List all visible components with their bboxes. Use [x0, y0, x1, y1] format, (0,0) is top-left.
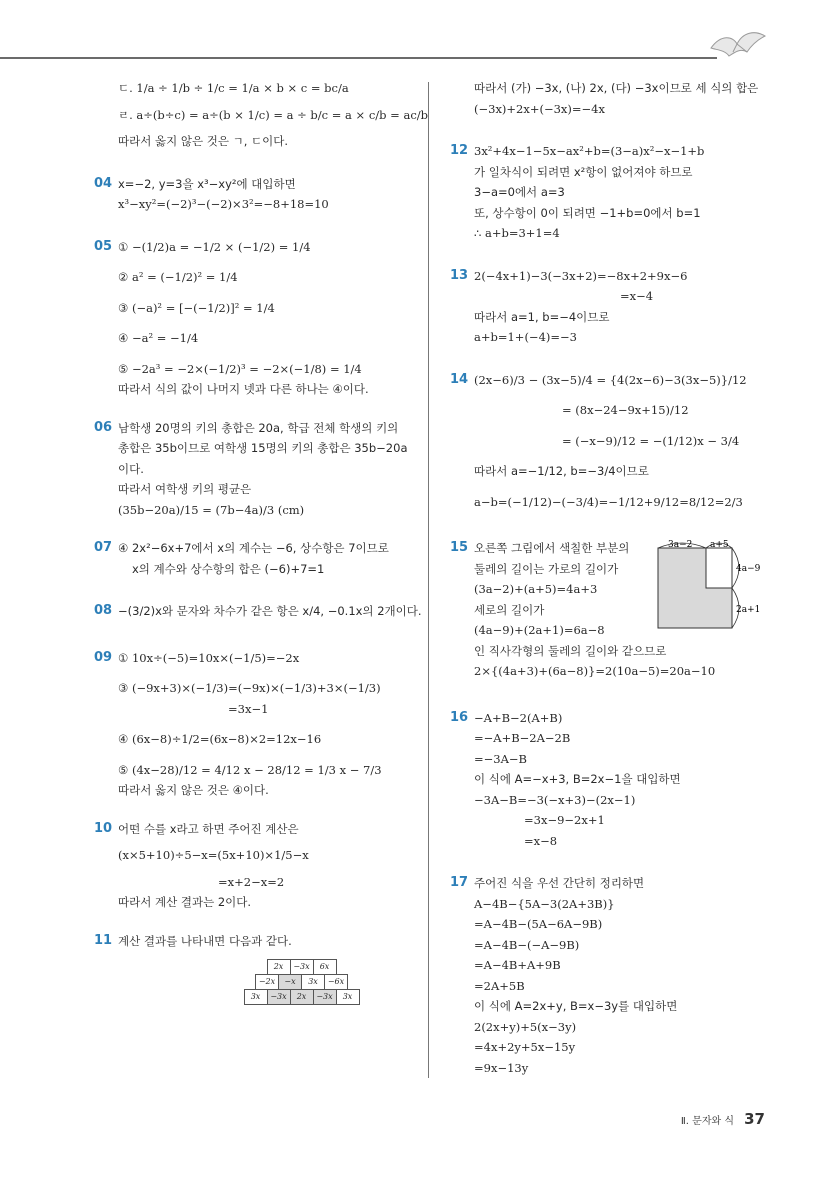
line: ⑤ (4x−28)/12 = 4/12 x − 28/12 = 1/3 x − 7/3	[118, 762, 382, 777]
problem-number: 12	[450, 143, 469, 158]
pyramid-cell: 2x	[267, 959, 291, 975]
line: 2(−4x+1)−3(−3x+2)=−8x+2+9x−6	[474, 268, 688, 283]
line: 2×{(4a+3)+(6a−8)}=2(10a−5)=20a−10	[474, 664, 716, 678]
line: A−4B−{5A−3(2A+3B)}	[474, 896, 615, 911]
line: ㄷ. 1/a ÷ 1/b ÷ 1/c = 1/a × b × c = bc/a	[118, 81, 349, 95]
line: =4x+2y+5x−15y	[474, 1040, 576, 1054]
pyramid-cell: 3x	[301, 974, 325, 990]
line: 이 식에 A=2x+y, B=x−3y를 대입하면	[474, 999, 678, 1013]
line: (3a−2)+(a+5)=4a+3	[474, 582, 598, 596]
line: 또, 상수항이 0이 되려면 −1+b=0에서 b=1	[474, 205, 701, 220]
problem-11	[94, 931, 416, 1005]
line: (−3x)+2x+(−3x)=−4x	[474, 101, 605, 116]
line: =9x−13y	[474, 1060, 529, 1075]
problem-12	[450, 141, 770, 244]
line: 어떤 수를 x라고 하면 주어진 계산은	[118, 821, 299, 836]
line: ∴ a+b=3+1=4	[474, 226, 560, 240]
line: 3−a=0에서 a=3	[474, 185, 565, 199]
line: ① −(1/2)a = −1/2 × (−1/2) = 1/4	[118, 239, 311, 254]
pyramid-cell: 3x	[244, 989, 268, 1005]
line: 2(2x+y)+5(x−3y)	[474, 1019, 577, 1034]
line: x의 계수와 상수항의 합은 (−6)+7=1	[132, 561, 325, 576]
pyramid-cell: −3x	[267, 989, 291, 1005]
line: =3x−9−2x+1	[524, 813, 605, 827]
line: ③ (−9x+3)×(−1/3)=(−9x)×(−1/3)+3×(−1/3)	[118, 681, 381, 695]
line: 오른쪽 그림에서 색칠한 부분의	[474, 541, 630, 555]
line: =2A+5B	[474, 978, 525, 993]
line: ④ 2x²−6x+7에서 x의 계수는 −6, 상수항은 7이므로	[118, 541, 389, 555]
pyramid-row	[188, 959, 416, 974]
line: (x×5+10)÷5−x=(5x+10)×1/5−x	[118, 848, 309, 862]
rectangle-perimeter-figure	[646, 538, 776, 638]
line: 인 직사각형의 둘레의 길이와 같으므로	[474, 643, 667, 658]
right-column	[450, 78, 770, 1078]
problem-number: 04	[94, 175, 113, 191]
label-top-right: a+5	[710, 540, 729, 550]
line: −A+B−2(A+B)	[474, 710, 563, 725]
problem-03-continued	[94, 78, 429, 152]
line: −(3/2)x와 문자와 차수가 같은 항은 x/4, −0.1x의 2개이다.	[118, 604, 422, 618]
line: =A−4B−(−A−9B)	[474, 937, 580, 952]
number-pyramid-figure	[188, 959, 416, 1004]
problem-09	[94, 648, 416, 801]
line: =x−8	[524, 833, 558, 848]
line: 3x²+4x−1−5x−ax²+b=(3−a)x²−x−1+b	[474, 144, 705, 158]
line: =x+2−x=2	[218, 874, 285, 889]
problem-06	[94, 418, 416, 521]
problem-number: 09	[94, 649, 113, 665]
problem-number: 13	[450, 267, 469, 283]
problem-07	[94, 538, 416, 579]
pyramid-cell: 6x	[313, 959, 337, 975]
column-divider	[428, 82, 429, 1078]
problem-16	[450, 708, 770, 852]
line: 따라서 (가) −3x, (나) 2x, (다) −3x이므로 세 식의 합은	[474, 81, 759, 95]
line: 따라서 계산 결과는 2이다.	[118, 895, 252, 909]
line: x³−xy²=(−2)³−(−2)×3²=−8+18=10	[118, 197, 329, 211]
problem-13	[450, 266, 770, 348]
line: 따라서 여학생 키의 평균은	[118, 482, 252, 496]
label-side-upper: 4a−9	[736, 564, 761, 574]
problem-number: 11	[94, 932, 113, 948]
line: 둘레의 길이는 가로의 길이가	[474, 561, 619, 576]
line: a−b=(−1/12)−(−3/4)=−1/12+9/12=8/12=2/3	[474, 494, 743, 509]
line: ② a² = (−1/2)² = 1/4	[118, 270, 238, 284]
problem-number: 10	[94, 820, 113, 836]
section-title: Ⅱ. 문자와 식	[680, 1116, 734, 1127]
line: 이 식에 A=−x+3, B=2x−1을 대입하면	[474, 772, 681, 786]
line: = (8x−24−9x+15)/12	[562, 403, 689, 417]
problem-15	[450, 538, 770, 682]
problem-number: 05	[94, 238, 113, 254]
label-top-left: 3a−2	[668, 540, 693, 550]
problem-number: 06	[94, 419, 113, 435]
pyramid-cell: 2x	[290, 989, 314, 1005]
problem-08	[94, 601, 422, 622]
line: −3A−B=−3(−x+3)−(2x−1)	[474, 792, 636, 807]
pyramid-cell: −6x	[324, 974, 348, 990]
line: 이다.	[118, 461, 144, 476]
problem-10	[94, 819, 416, 913]
pyramid-cell: −3x	[290, 959, 314, 975]
line: 총합은 35b이므로 여학생 15명의 키의 총합은 35b−20a	[118, 441, 408, 455]
line: =−3A−B	[474, 751, 527, 766]
line: 따라서 a=−1/12, b=−3/4이므로	[474, 464, 649, 478]
header-rule	[0, 57, 717, 59]
line: (4a−9)+(2a+1)=6a−8	[474, 623, 605, 637]
line: (35b−20a)/15 = (7b−4a)/3 (cm)	[118, 502, 305, 517]
line: 주어진 식을 우선 간단히 정리하면	[474, 876, 645, 890]
pyramid-cell: −2x	[255, 974, 279, 990]
problem-number: 08	[94, 603, 113, 618]
bird-decoration-icon	[707, 26, 767, 62]
pyramid-row	[188, 989, 416, 1004]
problem-number: 14	[450, 371, 469, 387]
page-footer	[681, 1110, 765, 1128]
pyramid-cell: −x	[278, 974, 302, 990]
line: ⑤ −2a³ = −2×(−1/2)³ = −2×(−1/8) = 1/4	[118, 361, 362, 376]
line: a+b=1+(−4)=−3	[474, 330, 577, 344]
line: ㄹ. a÷(b÷c) = a÷(b × 1/c) = a ÷ b/c = a × c/b = ac/b	[118, 107, 429, 122]
pyramid-cell: 3x	[336, 989, 360, 1005]
problem-05	[94, 237, 416, 400]
page-number: 37	[744, 1110, 765, 1128]
line: ① 10x÷(−5)=10x×(−1/5)=−2x	[118, 650, 300, 665]
line: 세로의 길이가	[474, 602, 545, 617]
line: ③ (−a)² = [−(−1/2)]² = 1/4	[118, 300, 275, 315]
line: =x−4	[620, 289, 654, 303]
pyramid-row	[188, 974, 416, 989]
line: 따라서 옳지 않은 것은 ④이다.	[118, 783, 269, 797]
line: = (−x−9)/12 = −(1/12)x − 3/4	[562, 433, 740, 448]
line: ④ (6x−8)÷1/2=(6x−8)×2=12x−16	[118, 732, 322, 746]
label-side-lower: 2a+1	[736, 605, 761, 615]
problem-04	[94, 174, 416, 215]
problem-number: 17	[450, 875, 469, 890]
line: ④ −a² = −1/4	[118, 331, 199, 345]
line: (2x−6)/3 − (3x−5)/4 = {4(2x−6)−3(3x−5)}/12	[474, 372, 747, 387]
line: =A−4B+A+9B	[474, 958, 561, 972]
problem-17	[450, 873, 770, 1078]
problem-number: 15	[450, 540, 469, 555]
left-column	[94, 78, 429, 1004]
problem-14	[450, 370, 770, 513]
problem-11-continued	[450, 78, 770, 119]
line: =A−4B−(5A−6A−9B)	[474, 917, 603, 931]
line: =3x−1	[228, 701, 269, 716]
line: x=−2, y=3을 x³−xy²에 대입하면	[118, 176, 296, 191]
problem-number: 16	[450, 709, 469, 725]
line: 가 일차식이 되려면 x²항이 없어져야 하므로	[474, 164, 693, 179]
problem-number: 07	[94, 540, 113, 555]
line: 따라서 식의 값이 나머지 넷과 다른 하나는 ④이다.	[118, 382, 369, 396]
line: =−A+B−2A−2B	[474, 731, 571, 745]
line: 따라서 옳지 않은 것은 ㄱ, ㄷ이다.	[118, 134, 289, 148]
line: 남학생 20명의 키의 총합은 20a, 학급 전체 학생의 키의	[118, 420, 399, 435]
line: 따라서 a=1, b=−4이므로	[474, 309, 610, 324]
pyramid-cell: −3x	[313, 989, 337, 1005]
line: 계산 결과를 나타내면 다음과 같다.	[118, 933, 292, 948]
